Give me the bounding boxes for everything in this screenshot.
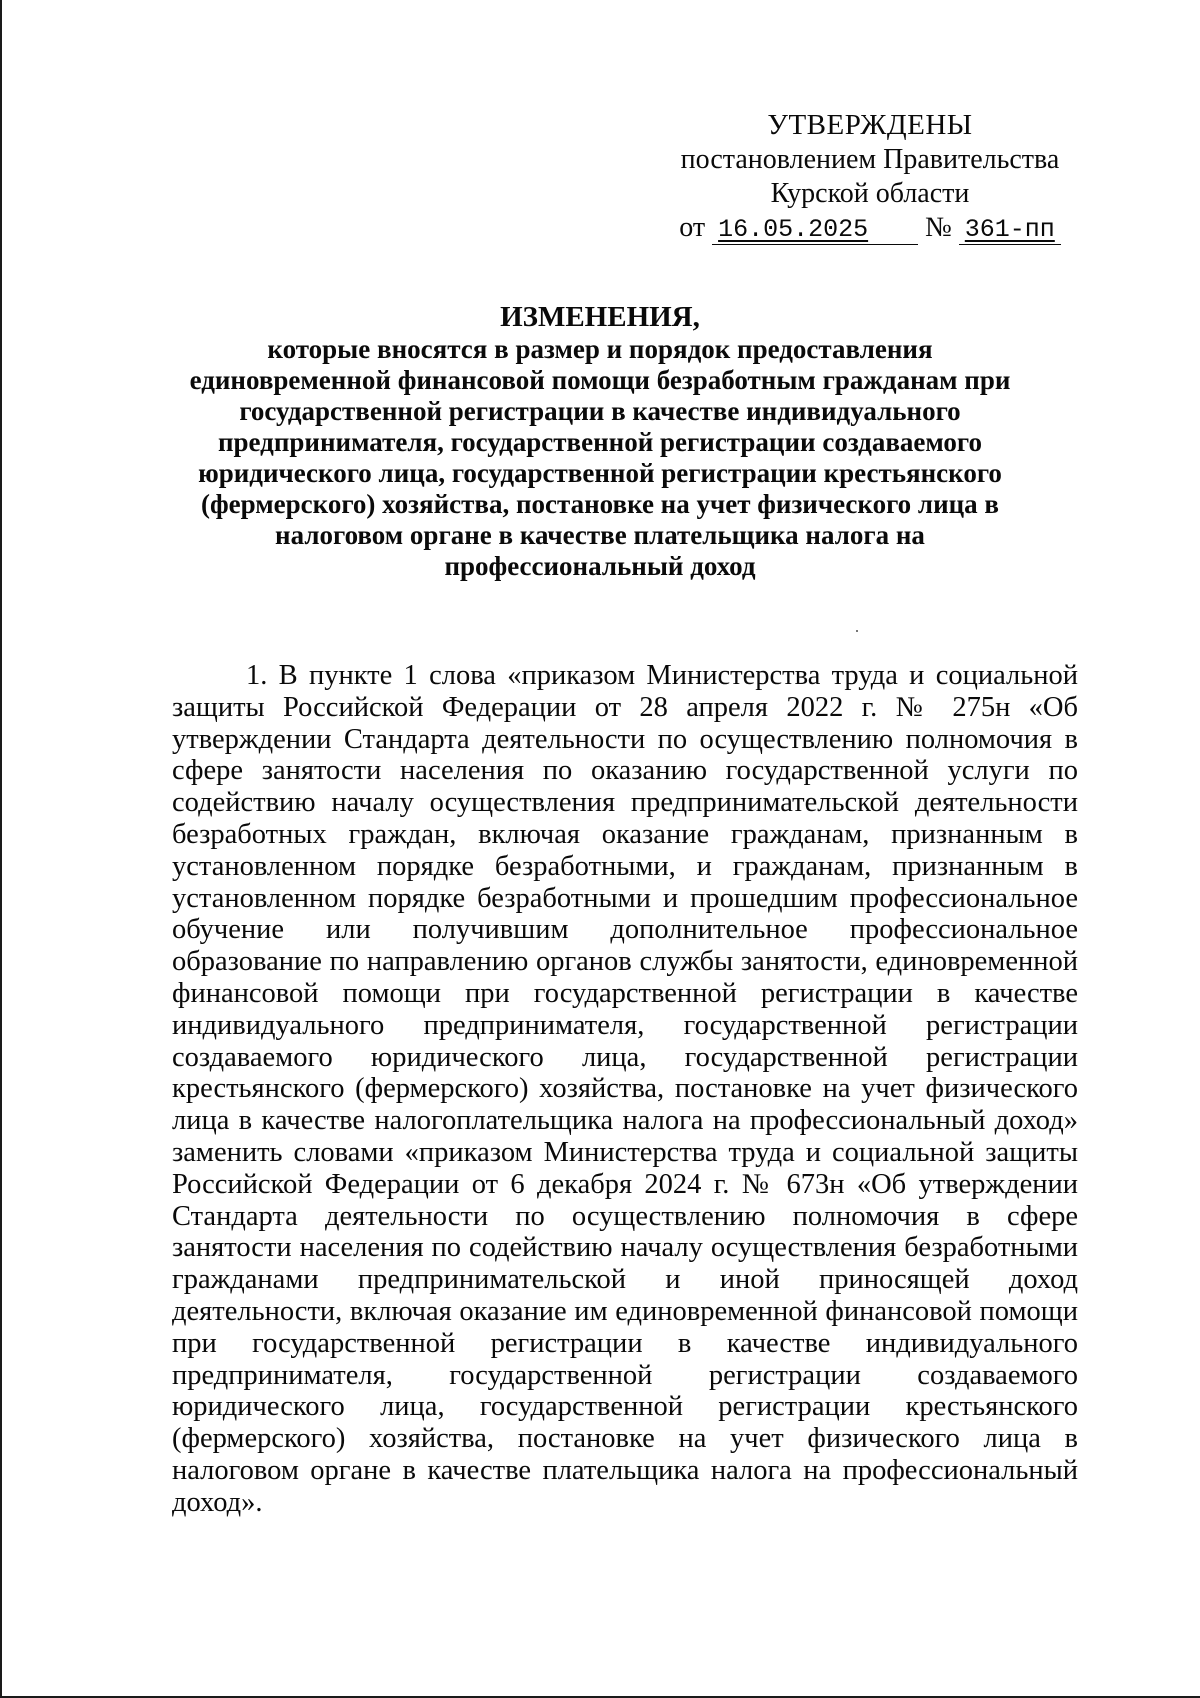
body-paragraph-1: 1. В пункте 1 слова «приказом Министерства труда и социальной защиты Российской Федерации от 28 апреля 2022 г. № 275н «Об утверждении Стандарта деятельности по осуществлению полномочия в сфере занятости населения по оказанию государственной услуги по содействию началу осуществления предпринимательской деятельности безработных граждан, включая оказание гражданам, признанным в установленном порядке безработными, и гражданам, признанным в установленном порядке безработными и прошедшим профессиональное обучение или получившим дополнительное профессиональное образование по направлению органов службы занятости, единовременной финансовой помощи при государственной регистрации в качестве индивидуального предпринимателя, государственной регистрации создаваемого юридического лица, государственной регистрации крестьянского (фермерского) хозяйства, постановке на учет физического лица в качестве налогоплательщика налога на профессиональный доход» заменить словами «приказом Министерства труда и социальной защиты Российской Федерации от 6 декабря 2024 г. № 673н «Об утверждении Стандарта деятельности по осуществлению полномочия в сфере занятости населения по содействию началу осуществления безработными гражданами предпринимательской и иной приносящей доход деятельности, включая оказание им единовременной финансовой помощи при государственной регистрации в качестве индивидуального предпринимателя, государственной регистрации создаваемого юридического лица, государственной регистрации крестьянского (фермерского) хозяйства, постановке на учет физического лица в налоговом органе в качестве плательщика налога на профессиональный доход». <box>172 660 1078 1518</box>
scan-speck <box>856 630 858 632</box>
document-heading <box>150 302 1050 582</box>
page-edge-left <box>0 0 2 1698</box>
approval-date: 16.05.2025 <box>712 216 918 245</box>
number-prefix: № <box>925 212 952 243</box>
approval-block <box>660 108 1080 245</box>
approval-date-line <box>660 211 1080 245</box>
approval-number: 361-пп <box>959 216 1061 245</box>
date-prefix: от <box>679 212 706 243</box>
document-title: ИЗМЕНЕНИЯ, <box>500 301 700 333</box>
approval-region: Курской области <box>770 178 970 209</box>
approval-issuer: постановлением Правительства <box>680 144 1060 175</box>
approval-title: УТВЕРЖДЕНЫ <box>767 109 973 141</box>
document-subtitle: которые вносятся в размер и порядок предоставления единовременной финансовой помощи безработным гражданам при государственной регистрации в качестве индивидуального предпринимателя, государственной регистрации создаваемого юридического лица, государственной регистрации крестьянского (фермерского) хозяйства, постановке на учет физического лица в налоговом органе в качестве плательщика налога на профессиональный доход <box>189 334 1011 581</box>
